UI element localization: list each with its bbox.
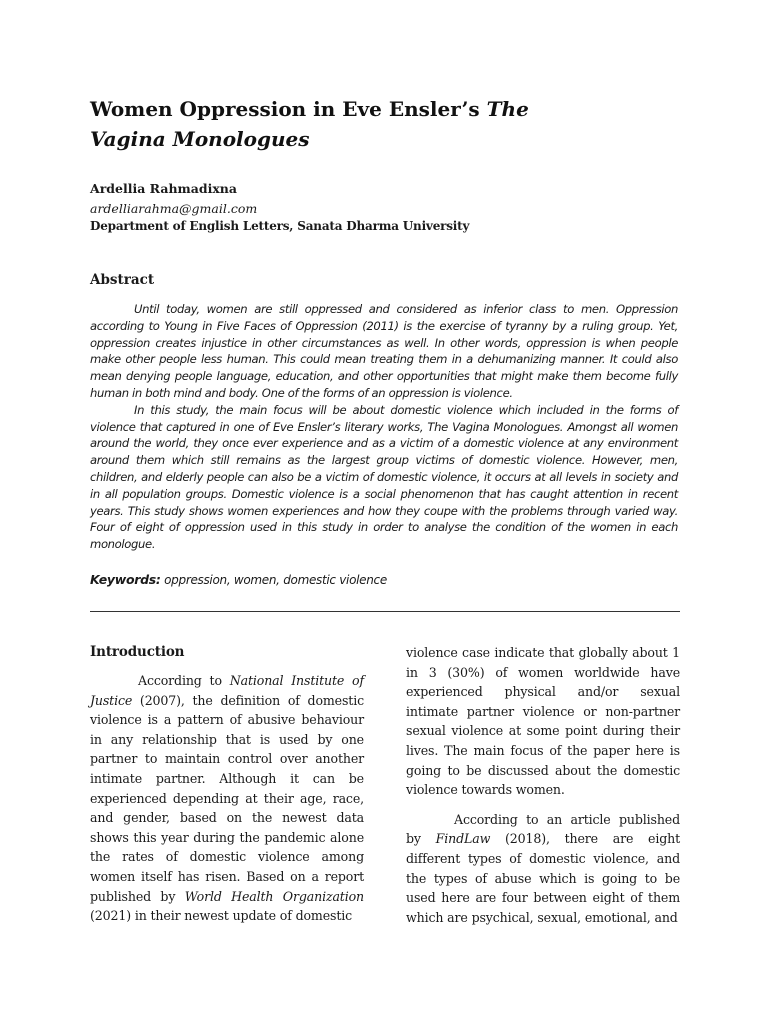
author-name: Ardellia Rahmadixna [90,181,237,196]
abstract-heading: Abstract [90,272,155,288]
keywords [90,572,387,587]
title-text: Women Oppression in Eve Ensler’s [90,97,487,121]
introduction-paragraph-1: According to National Institute of Justice (2007), the definition of domestic violence is a pattern of abusive behaviour in any relationship that is used by one partner to maintain control over another intimate partner. Although it can be experienced depending at their age, race, and gender, based on the newest data shows this year during the pandemic alone the rates of domestic violence among women itself has risen. Based on a report published by World Health Organization (2021) in their newest update of domestic [90,673,364,924]
abstract-body [90,301,678,553]
body-column-right [406,643,680,927]
introduction-heading: Introduction [90,644,185,660]
abstract-paragraph: Until today, women are still oppressed and considered as inferior class to men. Oppression according to Young in Five Faces of Oppression (2011) is the exercise of tyranny by a ruling group. Yet, oppression creates injustice in other circumstances as well. In other words, oppression is when people make other people less human. This could mean treating them in a dehumanizing manner. It could also mean denying people language, education, and other opportunities that might make them become fully human in both mind and body. One of the forms of an oppression is violence. [90,302,678,400]
body-column-left [90,643,364,926]
introduction-paragraph-2: According to an article published by FindLaw (2018), there are eight different types of domestic violence, and the types of abuse which is going to be used here are four between eight of them which are psychical, sexual, emotional, and [406,811,680,925]
introduction-paragraph-1-continued: violence case indicate that globally about 1 in 3 (30%) of women worldwide have experienced physical and/or sexual intimate partner violence or non-partner sexual violence at some point during their lives. The main focus of the paper here is going to be discussed about the domestic violence towards women. [406,645,680,798]
keywords-value: oppression, women, domestic violence [160,573,387,587]
author-email: ardelliarahma@gmail.com [90,201,258,216]
title-italic-text: The Vagina Monologues [90,97,529,151]
keywords-label: Keywords: [90,572,161,587]
paper-title [90,94,610,154]
section-divider [90,611,680,612]
author-affiliation: Department of English Letters, Sanata Dharma University [90,219,470,233]
abstract-paragraph: In this study, the main focus will be about domestic violence which included in the forms of violence that captured in one of Eve Ensler’s literary works, The Vagina Monologues. Amongst all women around the world, they once ever experience and as a victim of a domestic violence at any environment around them which still remains as the largest group victims of domestic violence. However, men, children, and elderly people can also be a victim of domestic violence, it occurs at all levels in society and in all population groups. Domestic violence is a social phenomenon that has caught attention in recent years. This study shows women experiences and how they coupe with the problems through varied way. Four of eight of oppression used in this study in order to analyse the condition of the women in each monologue. [90,402,678,552]
